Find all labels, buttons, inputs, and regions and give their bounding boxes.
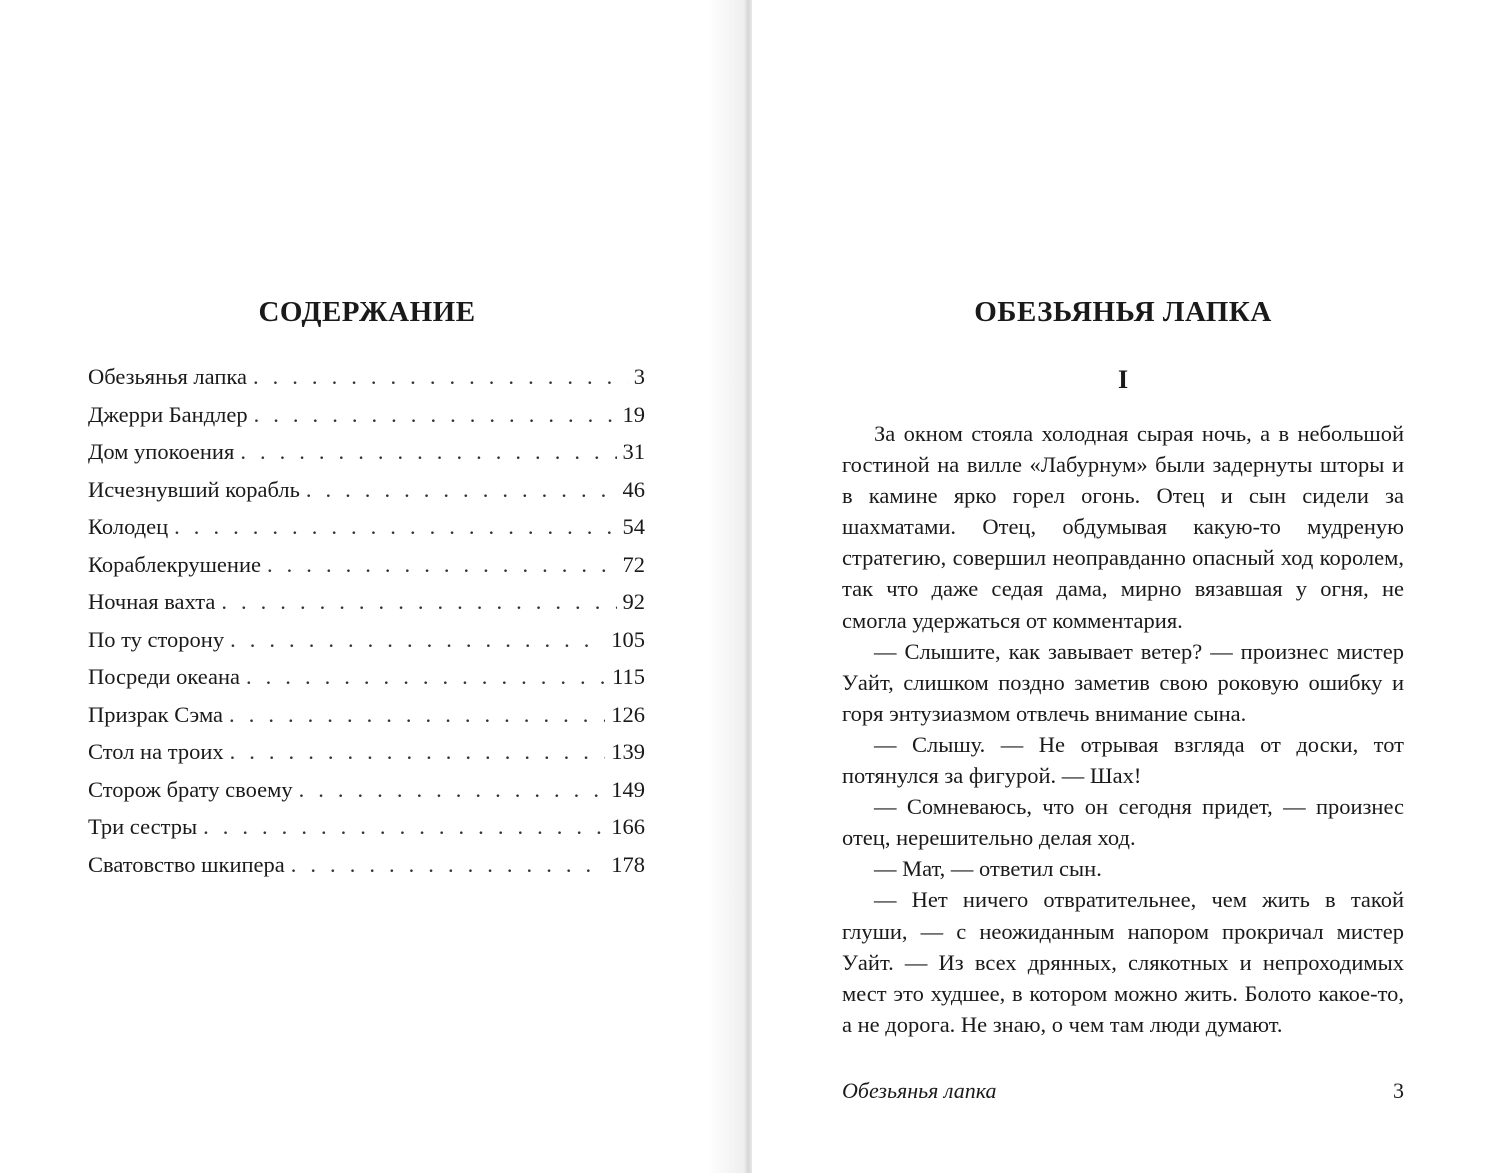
toc-entry	[88, 433, 645, 471]
toc-entry	[88, 733, 645, 771]
toc-entry	[88, 508, 645, 546]
toc-entry-title: Сторож брату своему	[88, 776, 293, 802]
toc-dot-leader	[299, 771, 606, 809]
left-page	[0, 0, 748, 1173]
running-title: Обезьянья лапка	[842, 1078, 997, 1103]
toc-entry-title: Обезьянья лапка	[88, 364, 247, 389]
toc-entry-title: Кораблекрушение	[88, 551, 261, 577]
toc-entry-title: Дом упокоения	[88, 439, 235, 464]
toc-entry	[88, 696, 645, 734]
toc-entry	[88, 658, 645, 696]
toc-entry	[88, 358, 645, 396]
toc-dot-leader	[291, 846, 606, 884]
toc-dot-leader	[253, 358, 628, 396]
page-number: 3	[1393, 1078, 1404, 1103]
toc-entry-title: Ночная вахта	[88, 589, 216, 614]
toc-dot-leader	[240, 433, 616, 471]
toc-heading: СОДЕРЖАНИЕ	[258, 296, 476, 328]
toc-dot-leader	[230, 733, 606, 771]
toc-entry-title: Исчезнувший корабль	[88, 476, 300, 502]
toc-entry-page: 139	[611, 739, 645, 764]
story-paragraph: — Слышите, как завывает ветер? — произнес мистер Уайт, слишком поздно заметив свою роковую ошибку и горя энтузиазмом отвлечь внимание сына.	[842, 638, 1404, 726]
story-heading: ОБЕЗЬЯНЬЯ ЛАПКА	[974, 296, 1272, 328]
story-paragraph: За окном стояла холодная сырая ночь, а в небольшой гостиной на вилле «Лабурнум» были задернуты шторы и в камине ярко горел огонь. Отец и сын сидели за шахматами. Отец, обдумывая какую-то мудреную стратегию, совершил неоправданно опасный ход королем, так что даже седая дама, мирно вязавшая у огня, не смогла удержаться от комментария.	[842, 421, 1404, 633]
story-paragraph: — Сомневаюсь, что он сегодня придет, — произнес отец, нерешительно делая ход.	[842, 794, 1404, 851]
toc-entry-title: Три сестры	[88, 814, 198, 839]
toc-dot-leader	[246, 658, 606, 696]
toc-dot-leader	[221, 583, 616, 621]
toc-entry	[88, 846, 645, 884]
toc-entry-title: По ту сторону	[88, 626, 225, 652]
toc-entry-title: Стол на троих	[88, 739, 224, 764]
story-paragraph: — Мат, — ответил сын.	[874, 856, 1102, 882]
toc-entry-page: 126	[611, 701, 645, 727]
story-paragraph: — Нет ничего отвратительнее, чем жить в такой глуши, — с неожиданным напором прокричал мистер Уайт. — Из всех дрянных, слякотных и непроходимых мест это худшее, в котором можно жить. Болото какое-то, а не дорога. Не знаю, о чем там люди думают.	[842, 887, 1404, 1037]
toc-dot-leader	[203, 808, 605, 846]
right-page	[752, 0, 1500, 1173]
toc-entry-page: 19	[622, 401, 645, 427]
toc-entry-page: 178	[611, 851, 645, 877]
toc-entry-page: 46	[622, 476, 645, 502]
toc-entry	[88, 583, 645, 621]
toc-dot-leader	[254, 396, 617, 434]
toc-entry-page: 149	[611, 776, 645, 802]
toc-entry-page: 72	[622, 551, 645, 577]
toc-entry-title: Посреди океана	[88, 664, 240, 689]
toc-entry	[88, 621, 645, 659]
toc-entry-title: Колодец	[88, 514, 169, 539]
toc-entry	[88, 396, 645, 434]
toc-entry-page: 3	[633, 364, 645, 389]
toc-entry-page: 166	[611, 814, 645, 839]
toc-entry	[88, 471, 645, 509]
chapter-number: I	[1117, 365, 1129, 394]
story-paragraph: — Слышу. — Не отрывая взгляда от доски, тот потянулся за фигурой. — Шах!	[842, 731, 1404, 789]
toc-entry	[88, 808, 645, 846]
toc-dot-leader	[267, 546, 617, 584]
toc-entry-page: 31	[622, 439, 645, 464]
toc-entry	[88, 546, 645, 584]
toc-entry-page: 105	[611, 626, 645, 652]
toc-entry-title: Призрак Сэма	[88, 701, 224, 727]
toc-dot-leader	[229, 696, 605, 734]
toc-entry	[88, 771, 645, 809]
toc-entry-page: 115	[612, 664, 645, 689]
toc-dot-leader	[306, 471, 617, 509]
toc-entry-title: Джерри Бандлер	[88, 401, 248, 427]
toc-entry-title: Сватовство шкипера	[88, 851, 285, 877]
story-body	[842, 418, 1404, 1040]
toc-entry-page: 54	[622, 514, 645, 539]
toc-entry-page: 92	[622, 589, 645, 614]
table-of-contents	[88, 358, 645, 883]
toc-dot-leader	[230, 621, 605, 659]
toc-dot-leader	[174, 508, 616, 546]
